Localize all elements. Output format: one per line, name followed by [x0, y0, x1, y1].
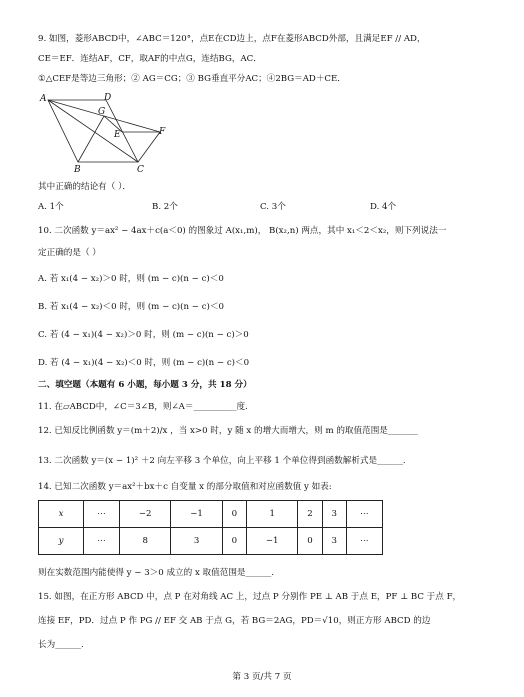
q15-line-2: 连接 EF，PD．过点 P 作 PG // EF 交 AB 于点 G，若 BG＝2AG，PD＝√10，则正方形 ABCD 的边: [38, 616, 431, 626]
q15-line-1: 15. 如图，在正方形 ABCD 中，点 P 在对角线 AC 上，过点 P 分别作 PE ⊥ AB 于点 E，PF ⊥ BC 于点 F，: [38, 592, 462, 602]
rhombus-diagram: [38, 92, 168, 174]
table-cell: 0: [222, 501, 246, 528]
label-c: C: [137, 165, 144, 174]
table-row-y: [39, 528, 383, 555]
label-g: G: [98, 107, 106, 117]
table-cell: ⋯: [346, 501, 382, 528]
table-cell: 0: [298, 528, 322, 555]
q9-line-1: 9. 如图，菱形ABCD中，∠ABC＝120°，点E在CD边上，点F在菱形ABCD外部，且满足EF // AD，: [38, 34, 426, 44]
table-row-x: [39, 501, 383, 528]
segment-cf: [138, 132, 160, 162]
section-2-title: 二、填空题（本题有 6 小题，每小题 3 分，共 18 分）: [38, 380, 252, 390]
q9-line-3: ①△CEF是等边三角形；② AG＝CG；③ BG垂直平分AC；④2BG＝AD＋CE．: [38, 74, 346, 84]
q10-option-c: C. 若 (4 − x₁)(4 − x₂)＞0 时，则 (m − c)(n − c)＞0: [38, 330, 249, 340]
page-footer: 第 3 页/共 7 页: [232, 672, 292, 682]
table-cell: 1: [247, 501, 298, 528]
q10-line-2: 定正确的是（ ）: [38, 248, 101, 258]
q14-value-table: [38, 500, 383, 555]
q11-text: 11. 在▱ABCD中，∠C＝3∠B，则∠A＝__________度.: [38, 402, 248, 412]
q15-line-3: 长为______.: [38, 640, 84, 650]
label-f: F: [159, 127, 166, 137]
label-a: A: [40, 94, 47, 104]
q9-line-2: CE＝EF．连结AF，CF，取AF的中点G，连结BG，AC．: [38, 54, 262, 64]
q9-option-b: B. 2个: [152, 202, 178, 212]
table-cell: ⋯: [346, 528, 382, 555]
table-cell: ⋯: [84, 528, 120, 555]
table-cell: −1: [171, 501, 222, 528]
q9-rhombus-figure: [38, 92, 168, 174]
table-cell: −2: [120, 501, 171, 528]
q10-line-1: 10. 二次函数 y＝ax² − 4ax＋c(a＜0) 的图象过 A(x₁,m)， B(x₂,n) 两点，其中 x₁＜2＜x₂，则下列说法一: [38, 226, 447, 236]
table-cell: 2: [298, 501, 322, 528]
label-e: E: [114, 130, 121, 140]
q9-option-d: D. 4个: [370, 202, 397, 212]
q10-option-a: A. 若 x₁(4 − x₂)＞0 时，则 (m − c)(n − c)＜0: [38, 274, 224, 284]
table-header-y: y: [39, 528, 84, 555]
table-cell: 3: [171, 528, 222, 555]
q10-option-b: B. 若 x₁(4 − x₂)＜0 时，则 (m − c)(n − c)＜0: [38, 302, 224, 312]
table-cell: −1: [247, 528, 298, 555]
q12-text: 12. 已知反比例函数 y＝(m＋2)/x ，当 x>0 时，y 随 x 的增大而增大，则 m 的取值范围是_______: [38, 426, 418, 436]
q10-option-d: D. 若 (4 − x₁)(4 − x₂)＜0 时，则 (m − c)(n − c)＜0: [38, 358, 250, 368]
table-cell: 8: [120, 528, 171, 555]
q9-option-a: A. 1个: [38, 202, 64, 212]
table-cell: 0: [222, 528, 246, 555]
table-cell: 3: [322, 528, 346, 555]
q13-text: 13. 二次函数 y＝(x − 1)² ＋2 向左平移 3 个单位，向上平移 1 个单位得到函数解析式是______.: [38, 456, 406, 466]
q14-text: 14. 已知二次函数 y＝ax²＋bx＋c 自变量 x 的部分取值和对应函数值 y 如表:: [38, 482, 332, 492]
q9-prompt: 其中正确的结论有（ ）．: [38, 182, 131, 192]
label-b: B: [74, 165, 81, 174]
diagonal-ac: [48, 100, 138, 162]
table-cell: 3: [322, 501, 346, 528]
q9-option-c: C. 3个: [260, 202, 286, 212]
label-d: D: [104, 93, 112, 103]
q14-after-text: 则在实数范围内能使得 y − 3＞0 成立的 x 取值范围是______.: [38, 568, 275, 578]
table-cell: ⋯: [84, 501, 120, 528]
table-header-x: x: [39, 501, 84, 528]
